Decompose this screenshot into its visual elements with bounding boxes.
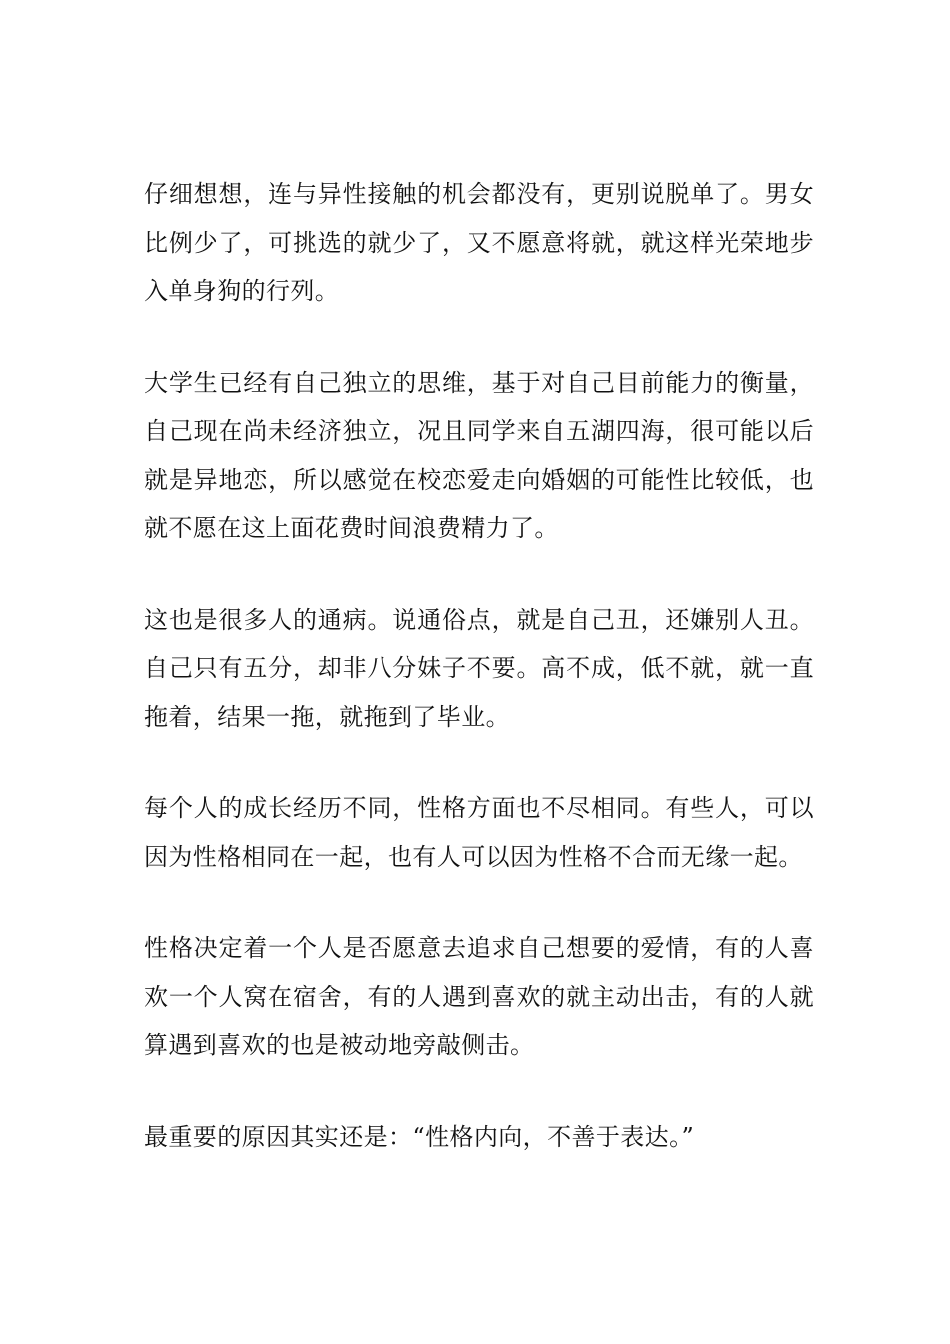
paragraph-5: 性格决定着一个人是否愿意去追求自己想要的爱情，有的人喜欢一个人窝在宿舍，有的人遇到喜欢的就主动出击，有的人就算遇到喜欢的也是被动地旁敲侧击。 bbox=[144, 934, 814, 1059]
paragraph-2: 大学生已经有自己独立的思维，基于对自己目前能力的衡量，自己现在尚未经济独立，况且同学来自五湖四海，很可能以后就是异地恋，所以感觉在校恋爱走向婚姻的可能性比较低，也就不愿在这上面花费时间浪费精力了。 bbox=[144, 368, 814, 542]
paragraph-4: 每个人的成长经历不同，性格方面也不尽相同。有些人，可以因为性格相同在一起，也有人可以因为性格不合而无缘一起。 bbox=[144, 794, 814, 871]
paragraph-1: 仔细想想，连与异性接触的机会都没有，更别说脱单了。男女比例少了，可挑选的就少了，又不愿意将就，就这样光荣地步入单身狗的行列。 bbox=[144, 180, 814, 305]
document-body bbox=[144, 170, 814, 1161]
paragraph-6: 最重要的原因其实还是：“性格内向，不善于表达。” bbox=[144, 1122, 695, 1151]
paragraph-3: 这也是很多人的通病。说通俗点，就是自己丑，还嫌别人丑。自己只有五分，却非八分妹子不要。高不成，低不就，就一直拖着，结果一拖，就拖到了毕业。 bbox=[144, 605, 814, 731]
